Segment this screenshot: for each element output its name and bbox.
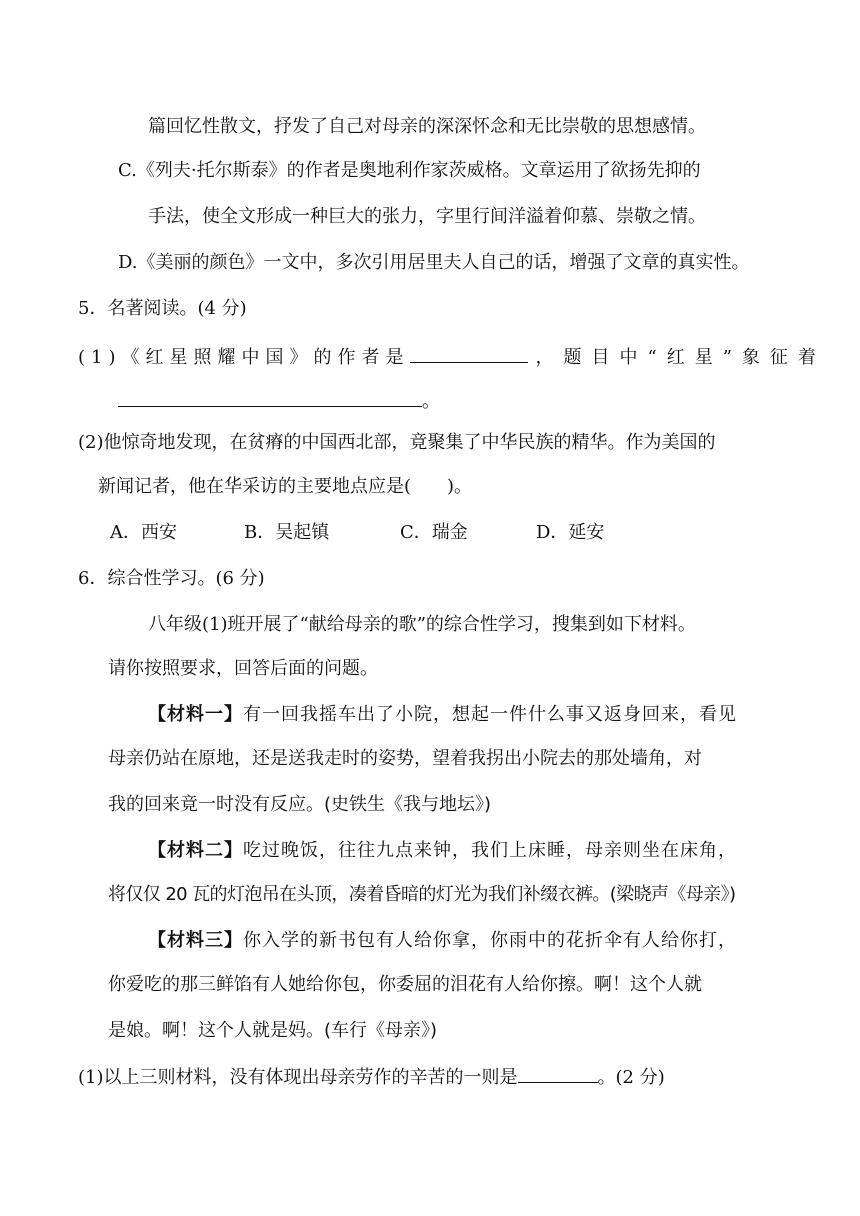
answer-blank-material[interactable] <box>518 1062 598 1083</box>
option-b-continuation: 篇回忆性散文，抒发了自己对母亲的深深怀念和无比崇敬的思想感情。 <box>148 116 706 137</box>
material-3-text: 你入学的新书包有人给你拿，你雨中的花折伞有人给你打， <box>243 930 737 951</box>
answer-blank-author[interactable] <box>410 342 528 363</box>
answer-blank-symbol[interactable] <box>118 386 422 407</box>
q6-part1 <box>78 1062 665 1091</box>
choice-a[interactable]: A．西安 <box>110 522 177 543</box>
material-2-tag: 【材料二】 <box>148 840 243 861</box>
q5-part1-line2 <box>118 386 440 415</box>
material-1-line2: 母亲仍站在原地，还是送我走时的姿势，望着我拐出小院去的那处墙角，对 <box>108 748 702 769</box>
option-d: D.《美丽的颜色》一文中，多次引用居里夫人自己的话，增强了文章的真实性。 <box>118 252 750 273</box>
material-3-line2: 你爱吃的那三鲜馅有人她给你包，你委屈的泪花有人给你擦。啊！这个人就 <box>108 974 702 995</box>
material-3-line1 <box>148 928 737 954</box>
material-3-line3: 是娘。啊！这个人就是妈。(车行《母亲》) <box>108 1020 438 1041</box>
choice-b[interactable]: B．吴起镇 <box>244 522 330 543</box>
material-1-line3: 我的回来竟一时没有反应。(史铁生《我与地坛》) <box>108 794 492 815</box>
q5-part2-line2: 新闻记者，他在华采访的主要地点应是( )。 <box>98 476 473 497</box>
material-3-tag: 【材料三】 <box>148 930 243 951</box>
q5-part1-line1 <box>78 342 826 371</box>
q5-part1-text-a: (1)《红星照耀中国》的作者是 <box>78 347 410 368</box>
q5-part2-line1: (2)他惊奇地发现，在贫瘠的中国西北部，竟聚集了中华民族的精华。作为美国的 <box>78 432 716 453</box>
material-1-text: 有一回我摇车出了小院，想起一件什么事又返身回来，看见 <box>243 704 737 725</box>
choice-c[interactable]: C．瑞金 <box>400 522 468 543</box>
material-1-tag: 【材料一】 <box>148 704 243 725</box>
material-2-line1 <box>148 838 737 864</box>
q6-intro-line2: 请你按照要求，回答后面的问题。 <box>108 658 378 679</box>
q5-part1-text-b: ，题目中“红星”象征着 <box>535 347 826 368</box>
q5-part1-end: 。 <box>422 391 440 412</box>
choice-d[interactable]: D．延安 <box>536 522 605 543</box>
material-1-line1 <box>148 702 737 728</box>
question-5-title: 5．名著阅读。(4 分) <box>78 298 247 319</box>
q6-part1-text-a: (1)以上三则材料，没有体现出母亲劳作的辛苦的一则是 <box>78 1067 518 1088</box>
material-2-line2: 将仅仅 20 瓦的灯泡吊在头顶，凑着昏暗的灯光为我们补缀衣裤。(梁晓声《母亲》) <box>108 884 736 905</box>
material-2-text: 吃过晚饭，往往九点来钟，我们上床睡，母亲则坐在床角， <box>243 840 737 861</box>
q6-intro-line1: 八年级(1)班开展了“献给母亲的歌”的综合性学习，搜集到如下材料。 <box>148 614 696 635</box>
question-6-title: 6．综合性学习。(6 分) <box>78 568 265 589</box>
option-c-line2: 手法，使全文形成一种巨大的张力，字里行间洋溢着仰慕、崇敬之情。 <box>148 206 706 227</box>
q6-part1-text-b: 。(2 分) <box>597 1067 665 1088</box>
option-c-line1: C.《列夫·托尔斯泰》的作者是奥地利作家茨威格。文章运用了欲扬先抑的 <box>118 160 701 181</box>
